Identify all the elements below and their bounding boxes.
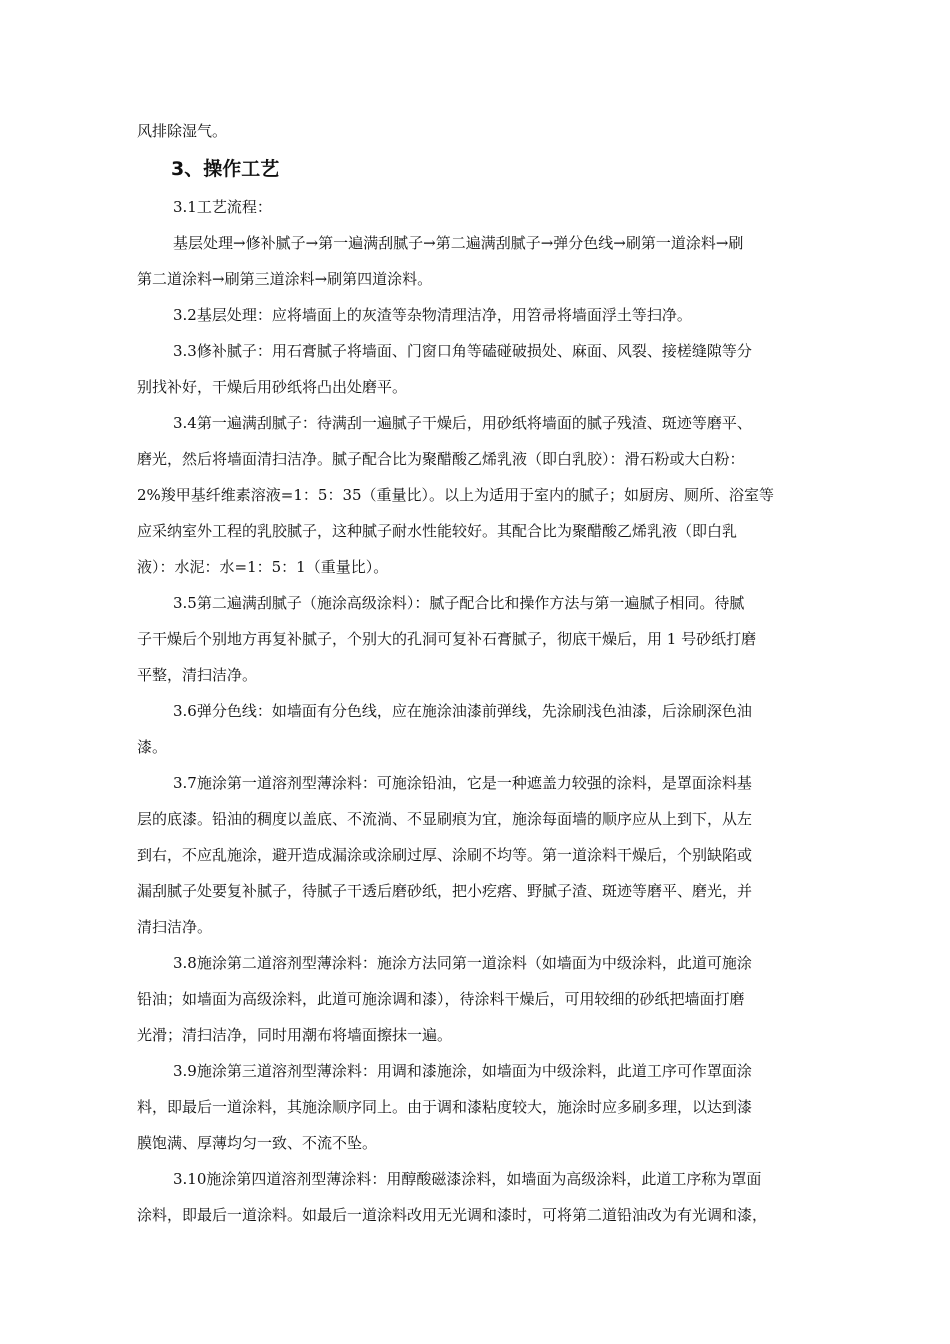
- text-line: 涂料，即最后一道涂料。如最后一道涂料改用无光调和漆时，可将第二道铅油改为有光调和漆，: [137, 1206, 768, 1224]
- text-line: 到右，不应乱施涂，避开造成漏涂或涂刷过厚、涂刷不均等。第一道涂料干燥后，个别缺陷或: [137, 846, 753, 864]
- text-line: 漏刮腻子处要复补腻子，待腻子干透后磨砂纸，把小疙瘩、野腻子渣、斑迹等磨平、磨光，并: [137, 882, 753, 900]
- text-line: 应采纳室外工程的乳胶腻子，这种腻子耐水性能较好。其配合比为聚醋酸乙烯乳液（即白乳: [137, 522, 738, 540]
- text-line: 漆。: [137, 738, 168, 756]
- text-line: 清扫洁净。: [137, 918, 213, 936]
- document-page: [137, 113, 835, 1233]
- text-line: 2%羧甲基纤维素溶液=1：5：35（重量比）。以上为适用于室内的腻子；如厨房、厕所、浴室等: [137, 486, 775, 504]
- text-line: 料，即最后一道涂料，其施涂顺序同上。由于调和漆粘度较大，施涂时应多刷多理，以达到漆: [137, 1098, 753, 1116]
- section-heading: 3、操作工艺: [171, 158, 280, 180]
- text-line: 3.2基层处理：应将墙面上的灰渣等杂物清理洁净，用笤帚将墙面浮土等扫净。: [173, 306, 692, 324]
- text-line: 子干燥后个别地方再复补腻子，个别大的孔洞可复补石膏腻子，彻底干燥后，用 1 号砂纸打磨: [137, 630, 757, 648]
- text-line: 3.6弹分色线：如墙面有分色线，应在施涂油漆前弹线，先涂刷浅色油漆，后涂刷深色油: [173, 702, 752, 720]
- text-line: 磨光，然后将墙面清扫洁净。腻子配合比为聚醋酸乙烯乳液（即白乳胶）：滑石粉或大白粉：: [137, 450, 745, 468]
- text-line: 别找补好，干燥后用砂纸将凸出处磨平。: [137, 378, 408, 396]
- text-line: 层的底漆。铅油的稠度以盖底、不流淌、不显刷痕为宜，施涂每面墙的顺序应从上到下，从左: [137, 810, 753, 828]
- text-line: 光滑；清扫洁净，同时用潮布将墙面擦抹一遍。: [137, 1026, 453, 1044]
- text-line: 第二道涂料→刷第三道涂料→刷第四道涂料。: [137, 270, 433, 288]
- text-line: 风排除湿气。: [137, 122, 228, 140]
- text-line: 铅油；如墙面为高级涂料，此道可施涂调和漆），待涂料干燥后，可用较细的砂纸把墙面打磨: [137, 990, 745, 1008]
- text-line: 膜饱满、厚薄均匀一致、不流不坠。: [137, 1134, 378, 1152]
- text-line: 液）：水泥：水=1：5：1（重量比）。: [137, 558, 389, 576]
- text-line: 3.3修补腻子：用石膏腻子将墙面、门窗口角等磕碰破损处、麻面、风裂、接槎缝隙等分: [173, 342, 752, 360]
- text-line: 3.5第二遍满刮腻子（施涂高级涂料）：腻子配合比和操作方法与第一遍腻子相同。待腻: [173, 594, 745, 612]
- text-line: 基层处理→修补腻子→第一遍满刮腻子→第二遍满刮腻子→弹分色线→刷第一道涂料→刷: [173, 234, 744, 252]
- text-line: 3.8施涂第二道溶剂型薄涂料：施涂方法同第一道涂料（如墙面为中级涂料，此道可施涂: [173, 954, 752, 972]
- text-line: 3.4第一遍满刮腻子：待满刮一遍腻子干燥后，用砂纸将墙面的腻子残渣、斑迹等磨平、: [173, 414, 752, 432]
- text-line: 3.7施涂第一道溶剂型薄涂料：可施涂铅油，它是一种遮盖力较强的涂料，是罩面涂料基: [173, 774, 752, 792]
- text-line: 3.10施涂第四道溶剂型薄涂料：用醇酸磁漆涂料，如墙面为高级涂料，此道工序称为罩面: [173, 1170, 762, 1188]
- text-line: 3.9施涂第三道溶剂型薄涂料：用调和漆施涂，如墙面为中级涂料，此道工序可作罩面涂: [173, 1062, 752, 1080]
- subsection-title: 3.1工艺流程：: [173, 198, 272, 216]
- text-line: 平整，清扫洁净。: [137, 666, 258, 684]
